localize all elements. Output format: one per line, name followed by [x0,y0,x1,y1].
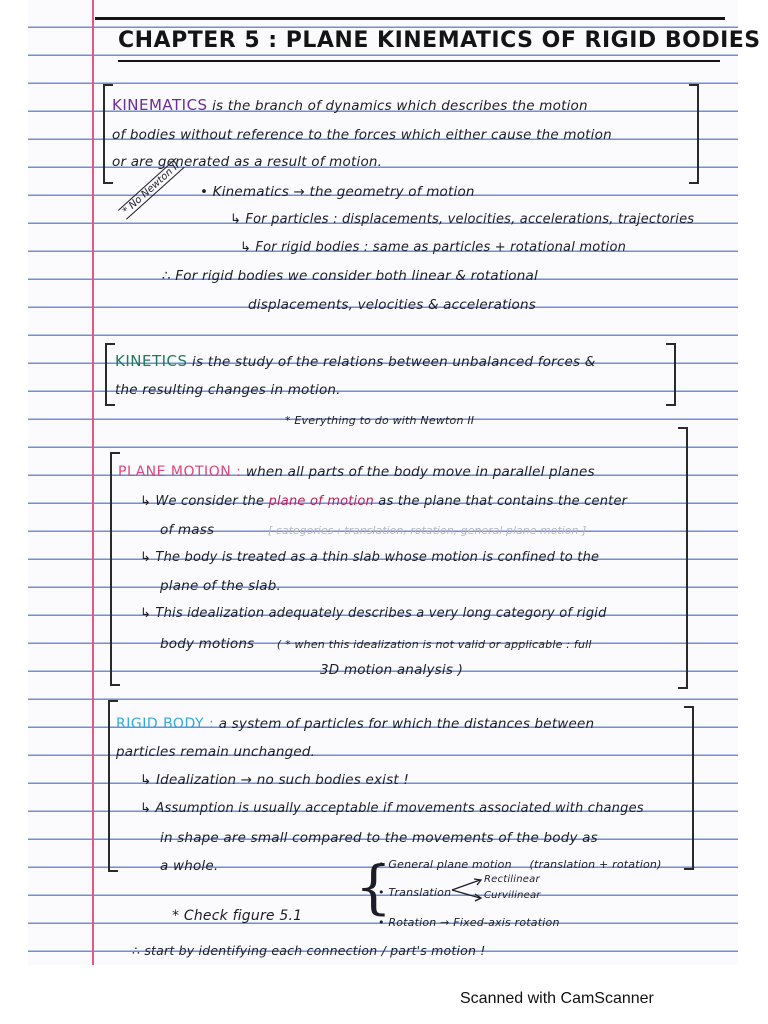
kinetics-term: KINETICS [115,352,188,370]
translation-arrows [450,876,486,902]
start-note: ∴ start by identifying each connection / part's motion ! [132,943,486,958]
kinetics-left-bracket [105,343,115,406]
general-note: (translation + rotation) [529,858,662,871]
idealization-note: ( * when this idealization is not valid or applicable : full [276,638,592,651]
plane-of-motion-highlight: plane of motion [268,494,374,509]
plane-b3-cont [160,636,592,652]
plane-b1-cont: of mass [160,522,215,538]
rigid-bullet-1: ↳ Idealization → no such bodies exist ! [140,772,409,788]
kinetics-line-1 [115,352,595,370]
kinematics-term: KINEMATICS [112,96,208,114]
particles-line: ↳ For particles : displacements, velocities, accelerations, trajectories [230,212,695,227]
rigid-bullet-2: ↳ Assumption is usually acceptable if movements associated with changes [140,801,644,816]
plane-motion-term: PLANE MOTION : [118,464,242,480]
kinematics-line-1 [112,96,588,114]
plane-b1-start: ↳ We consider the [140,494,265,509]
type-curvilinear: Curvilinear [484,890,541,901]
plane-left-bracket [110,452,120,686]
therefore-line-2: displacements, velocities & accelerations [248,297,536,313]
type-rotation: • Rotation → Fixed-axis rotation [378,916,560,929]
check-figure-note: * Check figure 5.1 [172,908,303,924]
general-plane-motion: • General plane motion [378,858,512,871]
type-rectilinear: Rectilinear [484,874,540,885]
title-rule [95,17,725,20]
plane-def-1: when all parts of the body move in parallel planes [245,464,595,480]
title-underline [118,60,720,62]
motion-types-brace: { [355,853,392,921]
rigid-body-term: RIGID BODY : [116,716,215,732]
kinematics-def-3: or are generated as a result of motion. [112,154,383,170]
kinetics-right-bracket [666,343,676,406]
newton-note: * Everything to do with Newton II [285,414,475,427]
scanner-watermark: Scanned with CamScanner [460,990,654,1007]
kinetics-def-2: the resulting changes in motion. [115,382,341,398]
categories-faint-note: [ categories : translation, rotation, general plane motion ] [268,524,587,537]
rigid-def-1: a system of particles for which the distances between [218,716,595,732]
kinetics-def-1: is the study of the relations between unbalanced forces & [192,354,596,370]
plane-line-1 [118,464,595,480]
rigid-b2-end: a whole. [160,858,219,874]
kinematics-right-bracket [689,84,699,184]
plane-bullet-2: ↳ The body is treated as a thin slab whose motion is confined to the [140,550,600,565]
plane-right-bracket [678,427,688,689]
plane-b3-end: 3D motion analysis ) [320,662,464,678]
rigid-right-bracket [684,706,694,870]
arrow-up-line [452,880,480,890]
body-motions-text: body motions [160,636,255,652]
rigid-def-2: particles remain unchanged. [116,744,316,760]
kinematics-bullet: • Kinematics → the geometry of motion [200,184,475,200]
therefore-line-1: ∴ For rigid bodies we consider both linear & rotational [162,268,538,284]
kinematics-def-1: is the branch of dynamics which describes the motion [212,98,588,114]
chapter-title: CHAPTER 5 : PLANE KINEMATICS OF RIGID BODIES [118,28,761,53]
rigid-b2-cont: in shape are small compared to the movements of the body as [160,830,598,846]
rigid-line-1 [116,716,594,732]
margin-line [92,0,94,965]
rigid-line: ↳ For rigid bodies : same as particles + rotational motion [240,240,627,255]
plane-bullet-3: ↳ This idealization adequately describes a very long category of rigid [140,606,607,621]
type-general [378,858,662,871]
plane-b2-cont: plane of the slab. [160,578,282,594]
plane-bullet-1 [140,494,627,509]
kinematics-def-2: of bodies without reference to the forces which either cause the motion [112,127,612,143]
no-newton-note: * No Newton II [118,158,185,220]
type-translation: • Translation [378,886,452,899]
plane-b1-end: as the plane that contains the center [378,494,628,509]
